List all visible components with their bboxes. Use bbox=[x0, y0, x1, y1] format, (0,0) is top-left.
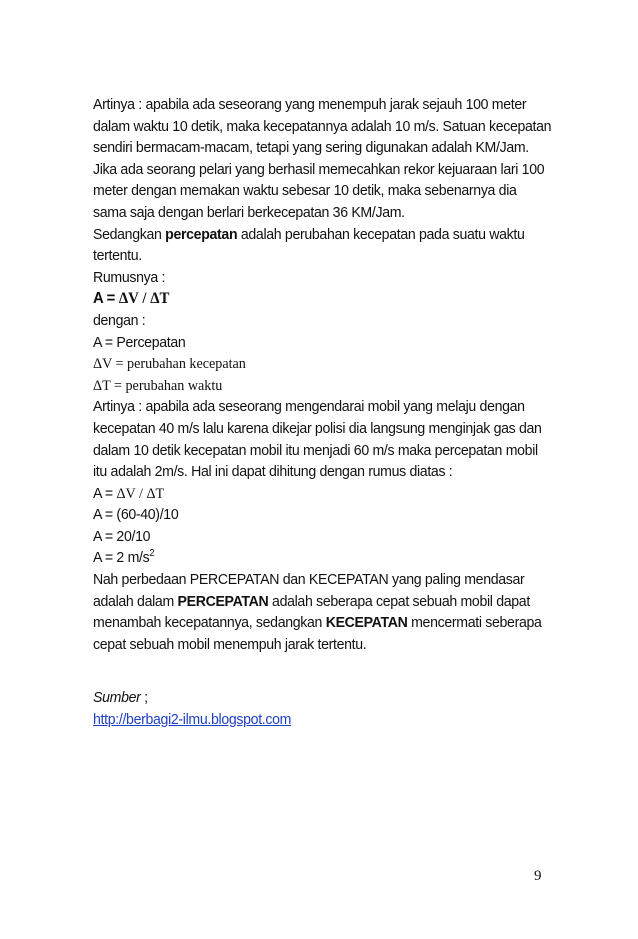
paragraph-comparison bbox=[93, 569, 553, 655]
term-percepatan-caps: PERCEPATAN bbox=[177, 592, 269, 610]
source-link[interactable]: http://berbagi2-ilmu.blogspot.com bbox=[93, 711, 292, 729]
text-segment: adalah seberapa cepat sebuah mobil dapat menambah kecepatannya, sedangkan bbox=[93, 592, 530, 632]
formula-label: Rumusnya : bbox=[93, 268, 166, 286]
calc-line-3: A = 20/10 bbox=[93, 527, 151, 545]
calc-result: A = 2 m/s bbox=[93, 549, 150, 567]
source-label: Sumber bbox=[93, 689, 141, 707]
term-kecepatan-caps: KECEPATAN bbox=[325, 614, 408, 632]
paragraph-car-example: Artinya : apabila ada seseorang mengendarai mobil yang melaju dengan kecepatan 40 m/s lalu karena dikejar polisi dia langsung menginjak gas dan dalam 10 detik kecepatan mobil itu menjadi 60 m/s maka percepatan mobil itu adalah 2m/s. Hal ini dapat dihitung dengan rumus diatas : bbox=[93, 398, 542, 481]
definition-a: A = Percepatan bbox=[93, 333, 186, 351]
formula-lhs: A = bbox=[93, 290, 119, 308]
text-segment: Nah perbedaan PERCEPATAN dan KECEPATAN yang paling mendasar adalah dalam bbox=[93, 571, 525, 610]
source-line bbox=[93, 687, 553, 709]
paragraph-speed-meaning: Artinya : apabila ada seseorang yang menempuh jarak sejauh 100 meter dalam waktu 10 detik, maka kecepatannya adalah 10 m/s. Satuan kecepatan sendiri bermacam-macam, tetapi yang sering digunakan adalah KM/Jam. bbox=[93, 96, 552, 157]
calc-rhs: ΔV / ΔT bbox=[116, 484, 165, 502]
paragraph-runner-example: Jika ada seorang pelari yang berhasil memecahkan rekor kejuaraan lari 100 meter dengan memakan waktu sebesar 10 detik, maka sebenarnya dia sama saja dengan berlari berkecepatan 36 KM/Jam. bbox=[93, 160, 545, 221]
page-number: 9 bbox=[534, 868, 542, 884]
calc-line-1 bbox=[93, 483, 553, 505]
definition-delta-t: ΔT = perubahan waktu bbox=[93, 376, 223, 394]
source-suffix: ; bbox=[140, 689, 148, 707]
page-content bbox=[93, 94, 553, 731]
calc-line-2: A = (60-40)/10 bbox=[93, 506, 179, 524]
calc-lhs: A = bbox=[93, 484, 117, 502]
text-segment: mencermati seberapa cepat sebuah mobil menempuh jarak tertentu. bbox=[93, 614, 542, 653]
term-percepatan: percepatan bbox=[165, 225, 238, 243]
calc-line-4 bbox=[93, 547, 553, 569]
text-segment: adalah perubahan kecepatan pada suatu waktu tertentu. bbox=[93, 225, 525, 265]
definition-delta-v: ΔV = perubahan kecepatan bbox=[93, 355, 246, 373]
text-segment: Sedangkan bbox=[93, 225, 166, 243]
formula-acceleration bbox=[93, 288, 553, 310]
formula-rhs: ΔV / ΔT bbox=[118, 290, 170, 308]
paragraph-acceleration-definition bbox=[93, 224, 553, 267]
definitions-label: dengan : bbox=[93, 311, 146, 329]
calc-exponent: 2 bbox=[149, 548, 155, 560]
spacer bbox=[93, 655, 553, 687]
